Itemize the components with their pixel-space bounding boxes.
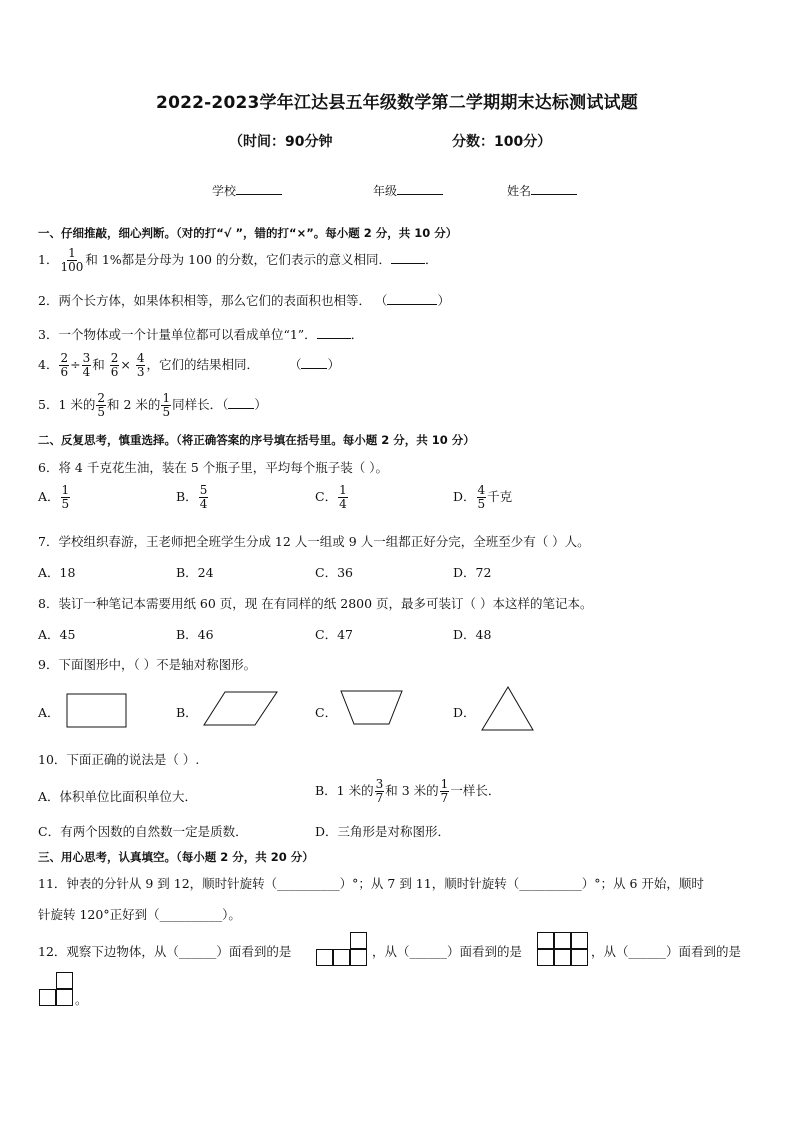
- q10-b-frac2: [440, 778, 450, 805]
- cube-square: [316, 949, 333, 966]
- q4-mul: ×: [120, 357, 131, 372]
- question-4: [38, 352, 340, 379]
- parallelogram-shape: [203, 691, 279, 727]
- question-5: [38, 392, 267, 419]
- question-11-line2: 针旋转 120°正好到（__________）。: [38, 907, 241, 922]
- q10-b-num2: 1: [440, 777, 449, 791]
- q5-a-den: 5: [97, 405, 106, 419]
- q10-option-c[interactable]: C．有两个因数的自然数一定是质数．: [38, 824, 248, 839]
- q10-b-text3: 一样长．: [450, 783, 501, 798]
- q6-a-den: 5: [61, 497, 70, 511]
- q6-c-num: 1: [339, 483, 347, 497]
- question-9: 9．下面图形中，（ ）不是轴对称图形。: [38, 657, 257, 672]
- q5-b-num: 1: [162, 391, 171, 405]
- q5-frac-a: [96, 392, 106, 419]
- side-view-figure: [38, 971, 75, 1008]
- q7-option-a[interactable]: A．18: [38, 565, 76, 580]
- q6-b-label: B．: [176, 489, 198, 504]
- q4-number: 4．: [38, 357, 59, 372]
- rectangle-shape: [66, 693, 128, 729]
- q6-a-frac: [61, 484, 71, 511]
- q3-text: 3．一个物体或一个计量单位都可以看成单位“1”．: [38, 327, 317, 342]
- q4-open: （: [288, 357, 302, 372]
- q6-c-label: C．: [315, 489, 338, 504]
- q7-option-d[interactable]: D．72: [453, 565, 492, 580]
- cube-square: [537, 949, 554, 966]
- q4-a-num: 2: [60, 351, 69, 365]
- q5-mid: 和 2 米的: [107, 397, 161, 412]
- q4-frac-b: [82, 352, 92, 379]
- q10-b-text1: B．1 米的: [315, 783, 374, 798]
- cube-square: [56, 989, 73, 1006]
- q5-b-den: 5: [162, 405, 171, 419]
- q5-a-num: 2: [97, 391, 106, 405]
- q9-option-d[interactable]: D．: [453, 705, 476, 720]
- q7-option-b[interactable]: B．24: [176, 565, 214, 580]
- q2-answer-blank[interactable]: [387, 304, 437, 305]
- q9-option-b[interactable]: B．: [176, 705, 198, 720]
- grade-blank[interactable]: [397, 183, 443, 195]
- cube-square: [350, 949, 367, 966]
- q4-a-den: 6: [60, 365, 69, 379]
- q1-fraction: [59, 247, 84, 274]
- cube-square: [350, 932, 367, 949]
- q6-d-den: 5: [477, 497, 486, 511]
- q4-b-den: 4: [82, 365, 91, 379]
- q1-text: 和 1%都是分母为 100 的分数，它们表示的意义相同．: [85, 252, 391, 267]
- q5-answer-blank[interactable]: [228, 408, 254, 409]
- cube-square: [56, 972, 73, 989]
- q1-answer-blank[interactable]: [391, 263, 425, 264]
- grade-field: [373, 182, 443, 199]
- time-label: （时间：90分钟: [229, 134, 333, 150]
- q6-c-frac: [338, 484, 348, 511]
- q2-end: ）: [437, 293, 450, 308]
- name-label: 姓名: [507, 184, 532, 198]
- q4-and: 和: [92, 357, 105, 372]
- q3-end: ．: [350, 327, 364, 342]
- q7-option-c[interactable]: C．36: [315, 565, 353, 580]
- q1-end: ．: [424, 252, 438, 267]
- q12-part3: ，从（______）面看到的是: [591, 944, 742, 959]
- q6-option-a[interactable]: [38, 484, 71, 511]
- q4-frac-d: [136, 352, 146, 379]
- section-3-heading: 三、用心思考，认真填空。（每小题 2 分，共 20 分）: [38, 850, 314, 864]
- school-label: 学校: [212, 184, 237, 198]
- q4-d-num: 4: [136, 351, 145, 365]
- q6-d-unit: 千克: [487, 489, 513, 504]
- q6-option-d[interactable]: [453, 484, 512, 511]
- question-10: 10．下面正确的说法是（ ）.: [38, 752, 200, 767]
- top-view-figure: [537, 931, 591, 967]
- q2-text: 2．两个长方体，如果体积相等，那么它们的表面积也相等． （: [38, 293, 388, 308]
- q5-frac-b: [161, 392, 171, 419]
- school-blank[interactable]: [236, 183, 282, 195]
- q10-option-a[interactable]: A．体积单位比面积单位大．: [38, 789, 198, 804]
- q4-answer-blank[interactable]: [301, 368, 327, 369]
- cube-square: [554, 932, 571, 949]
- q6-option-c[interactable]: [315, 484, 349, 511]
- q10-option-d[interactable]: D．三角形是对称图形．: [315, 824, 451, 839]
- cube-square: [537, 932, 554, 949]
- q6-d-num: 4: [477, 483, 486, 497]
- grade-label: 年级: [373, 184, 398, 198]
- cube-square: [333, 949, 350, 966]
- section-1-heading: 一、仔细推敲，细心判断。（对的打“√ ”，错的打“×”。每小题 2 分，共 10 分）: [38, 226, 458, 240]
- q9-option-c[interactable]: C．: [315, 705, 338, 720]
- name-blank[interactable]: [531, 183, 577, 195]
- q10-b-frac1: [375, 778, 385, 805]
- q6-a-num: 1: [61, 483, 70, 497]
- q10-b-num1: 3: [375, 777, 384, 791]
- q9-option-a[interactable]: A．: [38, 705, 60, 720]
- page-title: 2022-2023学年江达县五年级数学第二学期期末达标测试试题: [156, 93, 638, 113]
- question-3: [38, 325, 363, 343]
- q12-end: 。: [75, 992, 88, 1007]
- q10-b-text2: 和 3 米的: [385, 783, 439, 798]
- q4-close: ）: [327, 357, 340, 372]
- q1-frac-den: 100: [60, 260, 84, 274]
- trapezoid-shape: [340, 690, 404, 726]
- question-7: 7．学校组织春游，王老师把全班学生分成 12 人一组或 9 人一组都正好分完，全班至少有（ ）人。: [38, 534, 590, 549]
- question-2: [38, 291, 450, 309]
- q12-part1: 12．观察下边物体，从（______）面看到的是: [38, 944, 292, 959]
- question-11-line1: 11．钟表的分针从 9 到 12，顺时针旋转（__________）°；从 7 到 11，顺时针旋转（__________）°；从 6 开始，顺时: [38, 876, 704, 891]
- q6-b-den: 4: [199, 497, 208, 511]
- q6-d-frac: [477, 484, 487, 511]
- q4-text: ，它们的结果相同．: [146, 357, 259, 372]
- triangle-shape: [481, 686, 535, 732]
- q6-option-b[interactable]: [176, 484, 209, 511]
- q4-frac-c: [110, 352, 120, 379]
- q4-c-num: 2: [110, 351, 119, 365]
- q12-part2: ，从（______）面看到的是: [372, 944, 523, 959]
- q5-close: ）: [254, 397, 267, 412]
- q6-d-label: D．: [453, 489, 476, 504]
- score-label: 分数：100分）: [452, 134, 552, 150]
- q6-a-label: A．: [38, 489, 60, 504]
- q10-b-den1: 7: [375, 791, 384, 805]
- q10-b-den2: 7: [440, 791, 449, 805]
- q4-frac-a: [59, 352, 69, 379]
- q4-b-num: 3: [82, 351, 91, 365]
- school-field: [212, 182, 282, 199]
- cube-square: [571, 949, 588, 966]
- q6-c-den: 4: [339, 497, 347, 511]
- question-8: 8．装订一种笔记本需要用纸 60 页，现 在有同样的纸 2800 页，最多可装订（ ）本这样的笔记本。: [38, 596, 593, 611]
- question-6: 6．将 4 千克花生油，装在 5 个瓶子里，平均每个瓶子装（ ）。: [38, 460, 388, 475]
- cube-square: [571, 932, 588, 949]
- q6-b-num: 5: [199, 483, 208, 497]
- q10-option-b[interactable]: [315, 778, 500, 805]
- cube-square: [39, 989, 56, 1006]
- q8-option-d[interactable]: D．48: [453, 627, 492, 642]
- q5-text: 同样长．（: [172, 397, 229, 412]
- question-1: [38, 247, 438, 274]
- q4-div: ÷: [70, 357, 81, 372]
- q4-c-den: 6: [110, 365, 119, 379]
- q3-answer-blank[interactable]: [317, 338, 351, 339]
- q8-option-a[interactable]: A．45: [38, 627, 76, 642]
- q5-number: 5．1 米的: [38, 397, 96, 412]
- q6-b-frac: [199, 484, 209, 511]
- front-view-figure: [316, 931, 370, 967]
- q1-frac-num: 1: [68, 246, 76, 260]
- section-2-heading: 二、反复思考，慎重选择。（将正确答案的序号填在括号里。每小题 2 分，共 10 分）: [38, 433, 475, 447]
- q8-option-c[interactable]: C．47: [315, 627, 353, 642]
- name-field: [507, 182, 577, 199]
- cube-square: [554, 949, 571, 966]
- q4-d-den: 3: [136, 365, 145, 379]
- q8-option-b[interactable]: B．46: [176, 627, 214, 642]
- q1-number: 1．: [38, 252, 59, 267]
